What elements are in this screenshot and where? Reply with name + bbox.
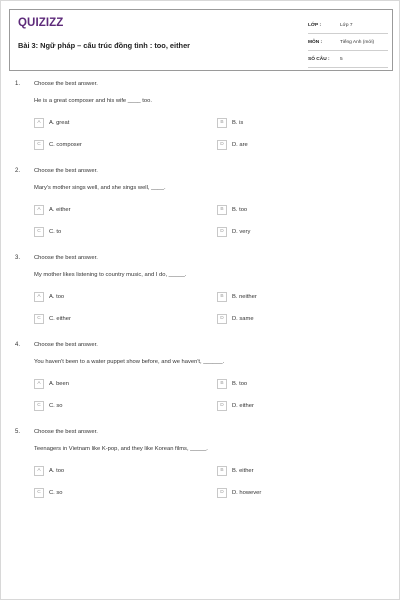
option-letter-box: D [217, 227, 227, 237]
question-prompt: Choose the best answer. [34, 168, 98, 174]
meta-value: Tiếng Anh (mới) [340, 40, 375, 45]
option-letter-box: A [34, 292, 44, 302]
question-number: 1. [15, 81, 21, 87]
option-letter-box: C [34, 401, 44, 411]
meta-row-subject [308, 36, 388, 51]
option-text: C. composer [49, 141, 82, 148]
option-text: C. so [49, 402, 63, 409]
question-number: 3. [15, 255, 21, 261]
option-text: D. however [232, 489, 262, 496]
meta-row-question-count [308, 53, 388, 68]
option-text: B. either [232, 467, 254, 474]
option-letter-box: B [217, 205, 227, 215]
question-prompt: Choose the best answer. [34, 81, 98, 87]
question-number: 4. [15, 342, 21, 348]
option-text: C. either [49, 315, 71, 322]
option-text: B. neither [232, 293, 257, 300]
worksheet-title: Bài 3: Ngữ pháp – cấu trúc đồng tình : too, either [18, 41, 191, 50]
option-letter-box: A [34, 205, 44, 215]
option-text: C. so [49, 489, 63, 496]
option-text: A. too [49, 293, 65, 300]
question-prompt: Choose the best answer. [34, 342, 98, 348]
option-text: A. too [49, 467, 65, 474]
option-letter-box: D [217, 140, 227, 150]
question-sentence: You haven't been to a water puppet show before, and we haven't, ______. [34, 359, 225, 365]
option-text: C. to [49, 228, 62, 235]
meta-label: MÔN : [308, 40, 323, 45]
meta-label: SỐ CÂU : [308, 57, 330, 62]
question-sentence: Teenagers in Vietnam like K-pop, and they like Korean films, _____. [34, 446, 208, 452]
option-letter-box: C [34, 227, 44, 237]
option-letter-box: A [34, 118, 44, 128]
option-text: B. too [232, 380, 248, 387]
question-number: 5. [15, 429, 21, 435]
option-letter-box: A [34, 379, 44, 389]
option-letter-box: C [34, 314, 44, 324]
quizizz-logo: QUIZIZZ [18, 17, 64, 29]
question-sentence: He is a great composer and his wife ____ too. [34, 98, 152, 104]
option-letter-box: C [34, 488, 44, 498]
meta-table [308, 19, 388, 70]
meta-row-grade [308, 19, 388, 34]
question-prompt: Choose the best answer. [34, 429, 98, 435]
meta-value: 5 [340, 57, 343, 62]
question-sentence: Mary's mother sings well, and she sings well, ____. [34, 185, 166, 191]
option-letter-box: C [34, 140, 44, 150]
option-text: A. been [49, 380, 69, 387]
option-letter-box: B [217, 466, 227, 476]
option-letter-box: B [217, 292, 227, 302]
meta-label: LỚP : [308, 23, 322, 28]
option-letter-box: B [217, 379, 227, 389]
question-number: 2. [15, 168, 21, 174]
worksheet-header [9, 9, 393, 71]
option-text: A. great [49, 119, 70, 126]
option-text: D. very [232, 228, 251, 235]
option-letter-box: D [217, 401, 227, 411]
question-sentence: My mother likes listening to country music, and I do, _____. [34, 272, 187, 278]
question-prompt: Choose the best answer. [34, 255, 98, 261]
option-letter-box: B [217, 118, 227, 128]
option-text: D. are [232, 141, 248, 148]
meta-value: Lớp 7 [340, 23, 353, 28]
option-text: B. too [232, 206, 248, 213]
option-text: D. either [232, 402, 254, 409]
option-letter-box: A [34, 466, 44, 476]
option-letter-box: D [217, 488, 227, 498]
option-text: D. same [232, 315, 254, 322]
option-letter-box: D [217, 314, 227, 324]
option-text: A. either [49, 206, 71, 213]
option-text: B. is [232, 119, 244, 126]
